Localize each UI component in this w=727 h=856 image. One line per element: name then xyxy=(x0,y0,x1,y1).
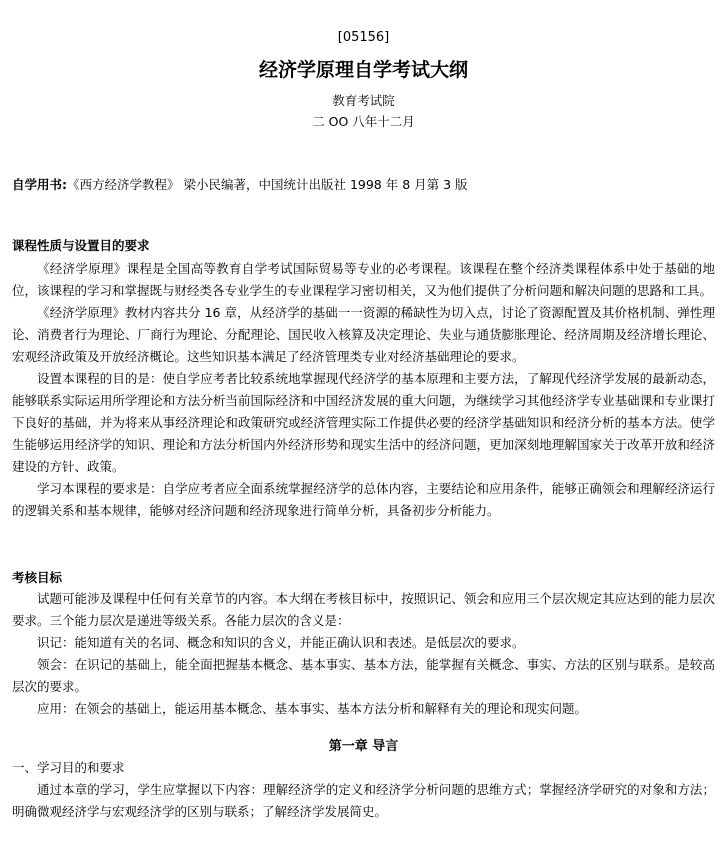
exam-heading: 考核目标 xyxy=(12,570,63,585)
textbook-line xyxy=(12,173,715,197)
course-heading: 课程性质与设置目的要求 xyxy=(12,238,150,253)
issuing-organization: 教育考试院 xyxy=(332,93,395,108)
chapter-body xyxy=(12,779,715,823)
chapter-paragraph: 通过本章的学习，学生应掌握以下内容：理解经济学的定义和经济学分析问题的思维方式；掌握经济学研究的对象和方法；明确微观经济学与宏观经济学的区别与联系；了解经济学发展简史。 xyxy=(12,782,715,819)
exam-body xyxy=(12,588,715,720)
chapter-subheading: 一、学习目的和要求 xyxy=(12,760,125,775)
course-paragraph: 《经济学原理》教材内容共分 16 章，从经济学的基础一一资源的稀缺性为切入点，讨论了资源配置及其价格机制、弹性理论、消费者行为理论、厂商行为理论、分配理论、国民收入核算及决定理论、失业与通货膨胀理论、经济周期及经济增长理论、宏观经济政策及开放经济概论。这些知识基本满足了经济管理类专业对经济基础理论的要求。 xyxy=(12,305,715,364)
course-body xyxy=(12,258,715,522)
textbook-label: 自学用书: xyxy=(12,177,67,192)
issue-date: 二 OO 八年十二月 xyxy=(312,114,415,129)
chapter-title: 第一章 导言 xyxy=(328,739,399,754)
exam-paragraph: 应用：在领会的基础上，能运用基本概念、基本事实、基本方法分析和解释有关的理论和现实问题。 xyxy=(37,701,588,716)
exam-paragraph: 领会：在识记的基础上，能全面把握基本概念、基本事实、基本方法，能掌握有关概念、事实、方法的区别与联系。是较高层次的要求。 xyxy=(12,657,715,694)
course-paragraph: 设置本课程的目的是：使自学应考者比较系统地掌握现代经济学的基本原理和主要方法，了解现代经济学发展的最新动态，能够联系实际运用所学理论和方法分析当前国际经济和中国经济发展的重大问题，为继续学习其他经济学专业基础课和专业课打下良好的基础，并为将来从事经济理论和政策研究或经济管理实际工作提供必要的经济学基础知识和经济分析的基本方法。使学生能够运用经济学的知识、理论和方法分析国内外经济形势和现实生活中的经济问题，更加深刻地理解国家关于改革开放和经济建设的方针、政策。 xyxy=(12,371,715,474)
course-paragraph: 学习本课程的要求是：自学应考者应全面系统掌握经济学的总体内容，主要结论和应用条件，能够正确领会和理解经济运行的逻辑关系和基本规律，能够对经济问题和经济现象进行简单分析，具备初步分析能力。 xyxy=(12,481,715,518)
exam-paragraph: 试题可能涉及课程中任何有关章节的内容。本大纲在考核目标中，按照识记、领会和应用三个层次规定其应达到的能力层次要求。三个能力层次是递进等级关系。各能力层次的含义是： xyxy=(12,591,715,628)
document-title: 经济学原理自学考试大纲 xyxy=(258,59,468,81)
syllabus-code: [05156] xyxy=(337,30,390,45)
exam-paragraph: 识记：能知道有关的名词、概念和知识的含义，并能正确认识和表述。是低层次的要求。 xyxy=(37,635,525,650)
course-paragraph: 《经济学原理》课程是全国高等教育自学考试国际贸易等专业的必考课程。该课程在整个经济类课程体系中处于基础的地位，该课程的学习和掌握既与财经类各专业学生的专业课程学习密切相关，又为他们提供了分析问题和解决问题的思路和工具。 xyxy=(12,261,715,298)
textbook-value: 《西方经济学教程》 梁小民编著，中国统计出版社 1998 年 8 月第 3 版 xyxy=(67,177,468,192)
